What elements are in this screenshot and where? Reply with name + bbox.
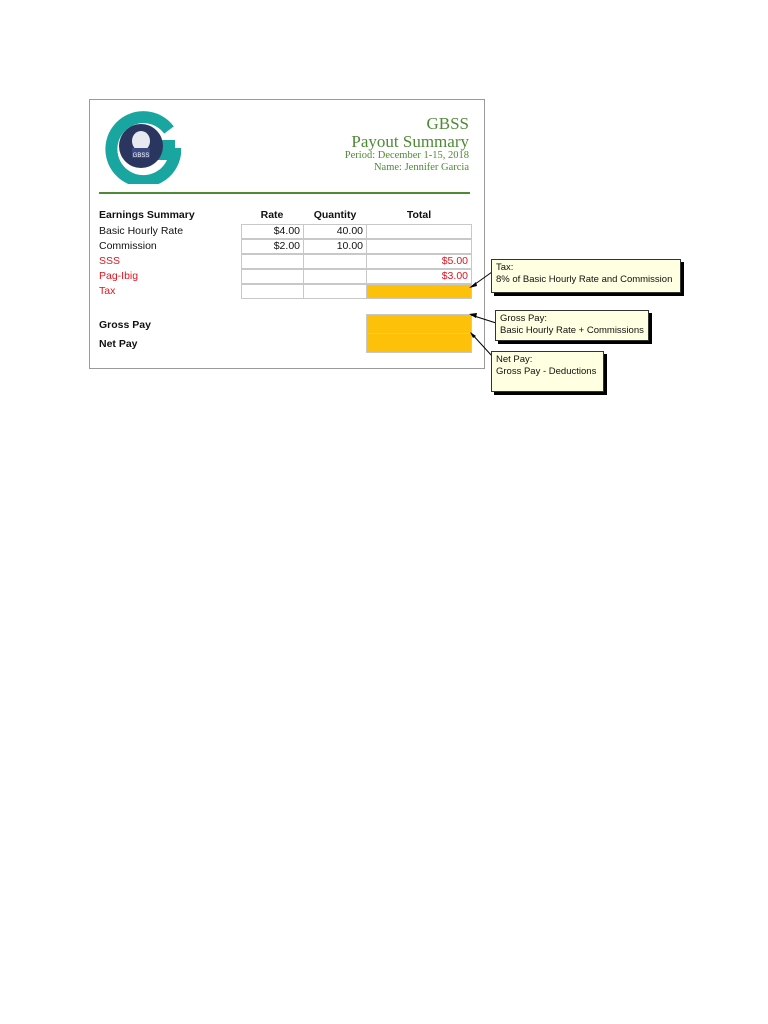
net-pay-label: Net Pay	[99, 338, 138, 350]
cell-commission-rate[interactable]: $2.00	[241, 239, 304, 254]
cell-commission-quantity[interactable]: 10.00	[303, 239, 367, 254]
net-pay-comment[interactable]	[491, 351, 604, 392]
row-label-pag-ibig: Pag-Ibig	[99, 270, 139, 282]
tax-comment-body: 8% of Basic Hourly Rate and Commission	[496, 274, 673, 285]
cell-basic-quantity[interactable]: 40.00	[303, 224, 367, 239]
row-label-sss: SSS	[99, 255, 121, 267]
col-quantity-header: Quantity	[313, 209, 357, 221]
row-label-tax: Tax	[99, 285, 116, 297]
gross-arrowhead	[469, 313, 477, 318]
gross-comment-body: Basic Hourly Rate + Commissions	[500, 325, 644, 336]
logo-text: GBSS	[132, 153, 150, 159]
period-text: Period: December 1-15, 2018	[344, 150, 469, 161]
net-comment-body: Gross Pay - Deductions	[496, 366, 597, 377]
company-name: GBSS	[426, 114, 469, 133]
cell-basic-rate[interactable]: $4.00	[241, 224, 304, 239]
tax-arrowhead	[469, 282, 477, 288]
cell-pagibig-total[interactable]: $3.00	[366, 269, 472, 284]
page-title: Payout Summary	[351, 132, 469, 151]
tax-comment-title: Tax:	[496, 262, 514, 273]
row-label-commission: Commission	[99, 240, 157, 252]
gross-pay-comment[interactable]	[495, 310, 649, 341]
gross-comment-title: Gross Pay:	[500, 313, 547, 324]
gross-pay-label: Gross Pay	[99, 319, 151, 331]
employee-name: Name: Jennifer Garcia	[373, 162, 469, 173]
col-rate-header: Rate	[260, 209, 284, 221]
tax-comment[interactable]	[491, 259, 681, 293]
row-label-basic-hourly-rate: Basic Hourly Rate	[99, 225, 184, 237]
net-comment-title: Net Pay:	[496, 354, 533, 365]
cell-sss-total[interactable]: $5.00	[366, 254, 472, 269]
earnings-summary-label: Earnings Summary	[99, 209, 195, 221]
col-total-header: Total	[406, 209, 432, 221]
